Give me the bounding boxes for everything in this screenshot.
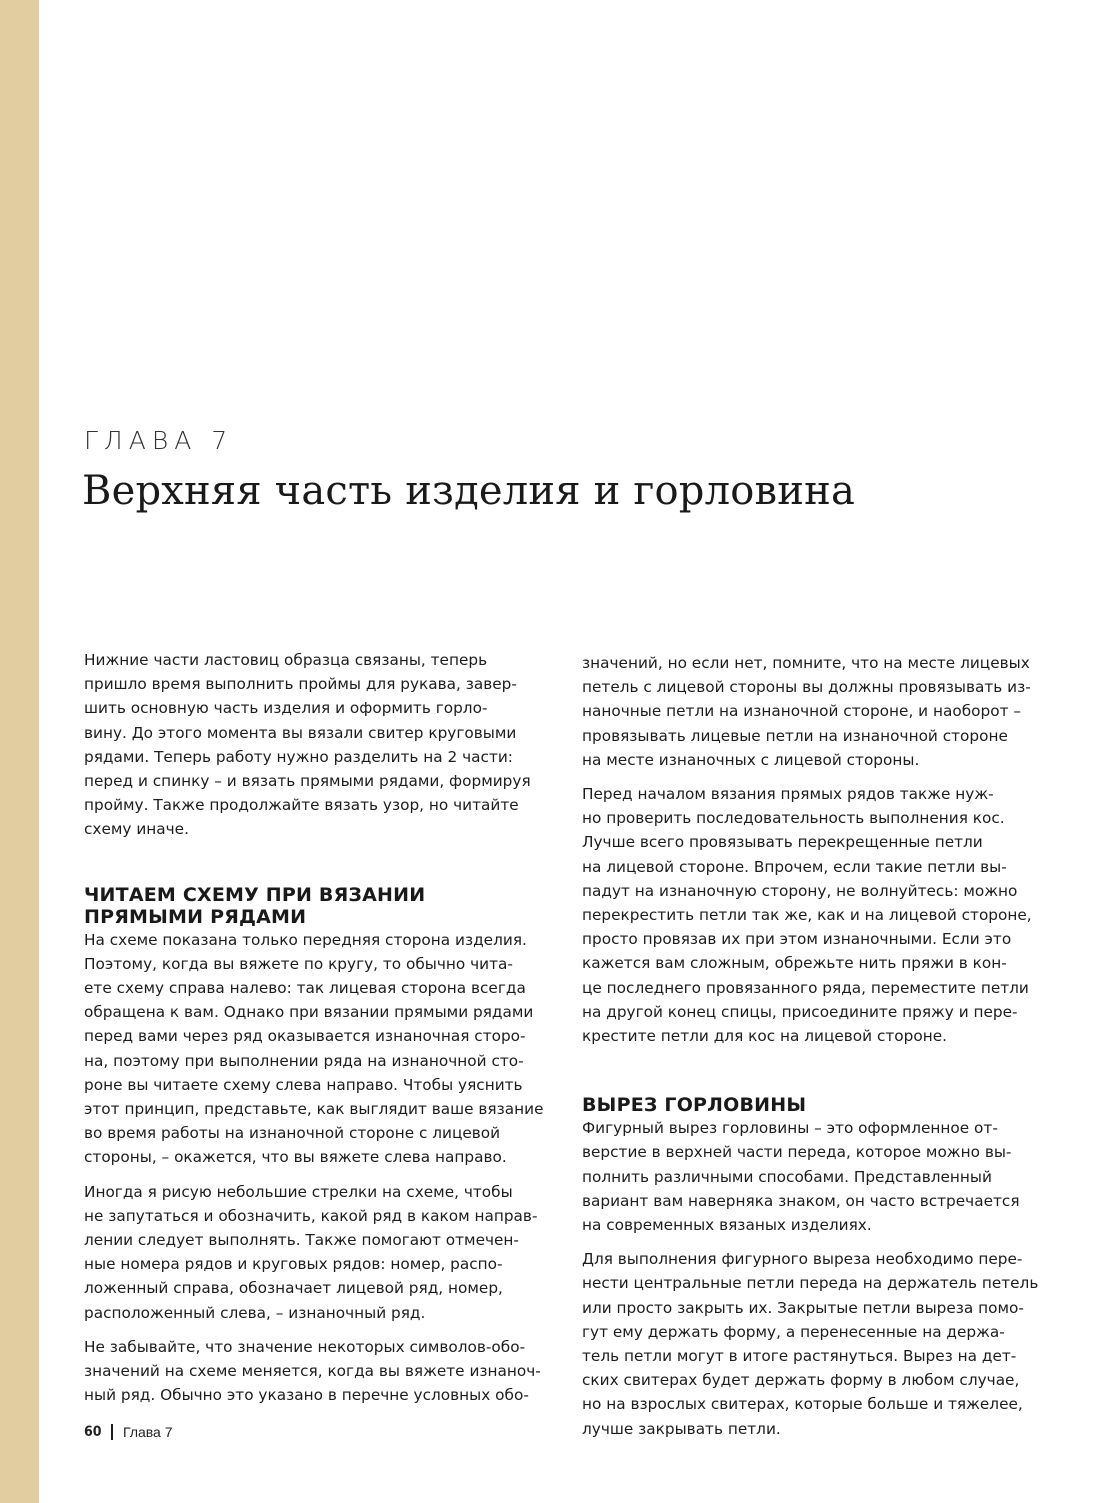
side-color-band <box>0 0 39 1503</box>
page-footer <box>84 1424 173 1440</box>
section-heading-neckline: ВЫРЕЗ ГОРЛОВИНЫ <box>582 1094 807 1117</box>
right-column <box>582 651 1052 1451</box>
footer-separator <box>111 1424 114 1440</box>
paragraph: На схеме показана только передняя сторона изделия. Поэтому, когда вы вяжете по кругу, то обычно чита- ете схему справа налево: так лицевая сторона всегда обращена к вам. Однако при вязании прямыми рядами перед вами через ряд оказывается изнаночная сторо- на, поэтому при выполнении ряда на изнаночной сто- роне вы читаете схему слева направо. Чтобы уяснить этот принцип, представьте, как выглядит ваше вязание во время работы на изнаночной стороне с лицевой стороны, – окажется, что вы вяжете слева направо. <box>84 930 544 1167</box>
paragraph: значений, но если нет, помните, что на месте лицевых петель с лицевой стороны вы должны провязывать из- наночные петли на изнаночной стороне, и наоборот – провязывать лицевые петли на изнаночной стороне на месте изнаночных с лицевой стороны. <box>582 654 1031 769</box>
paragraph: Перед началом вязания прямых рядов также нуж- но проверить последовательность выполнения кос. Лучше всего провязывать перекрещенные петли на лицевой стороне. Впрочем, если такие петли вы- падут на изнаночную сторону, не волнуйтесь: можно перекрестить петли так же, как и на лицевой стороне, просто провязав их при этом изнаночными. Если это кажется вам сложным, обрежьте нить пряжи в кон- це последнего провязанного ряда, переместите петли на другой конец спицы, присоедините пряжу и пере- крестите петли для кос на лицевой стороне. <box>582 785 1032 1046</box>
intro-paragraph: Нижние части ластовиц образца связаны, теперь пришло время выполнить проймы для рукава, завер- шить основную часть изделия и оформить горло- вину. До этого момента вы вязали свитер круговыми рядами. Теперь работу нужно разделить на 2 части: перед и спинку – и вязать прямыми рядами, формируя пройму. Также продолжайте вязать узор, но читайте схему иначе. <box>84 651 531 839</box>
paragraph: Для выполнения фигурного выреза необходимо пере- нести центральные петли переда на держатель петель или просто закрыть их. Закрытые петли выреза помо- гут ему держать форму, а перенесенные на держа- тель петли могут в итоге растянуться. Вырез на дет- ских свитерах будет держать форму в любом случае, но на взрослых свитерах, которые больше и тяжелее, лучше закрывать петли. <box>582 1250 1039 1438</box>
section-heading-reading-chart: ЧИТАЕМ СХЕМУ ПРИ ВЯЗАНИИ ПРЯМЫМИ РЯДАМИ <box>84 883 426 928</box>
chapter-label: ГЛАВА 7 <box>84 426 234 455</box>
paragraph: Не забывайте, что значение некоторых символов-обо- значений на схеме меняется, когда вы вяжете изнаноч- ный ряд. Обычно это указано в перечне условных обо- <box>84 1337 541 1405</box>
left-column <box>84 648 554 1417</box>
paragraph: Фигурный вырез горловины – это оформленное от- верстие в верхней части переда, которое можно вы- полнить различными способами. Представленный вариант вам наверняка знаком, он часто встречается на современных вязаных изделиях. <box>582 1119 1020 1235</box>
footer-chapter: Глава 7 <box>123 1424 173 1440</box>
paragraph: Иногда я рисую небольшие стрелки на схеме, чтобы не запутаться и обозначить, какой ряд в каком направ- лении следует выполнять. Также помогают отмечен- ные номера рядов и круговых рядов: номер, распо- ложенный справа, обозначает лицевой ряд, номер, расположенный слева, – изнаночный ряд. <box>84 1182 538 1322</box>
page-number: 60 <box>84 1424 102 1440</box>
chapter-title: Верхняя часть изделия и горловина <box>82 468 855 514</box>
